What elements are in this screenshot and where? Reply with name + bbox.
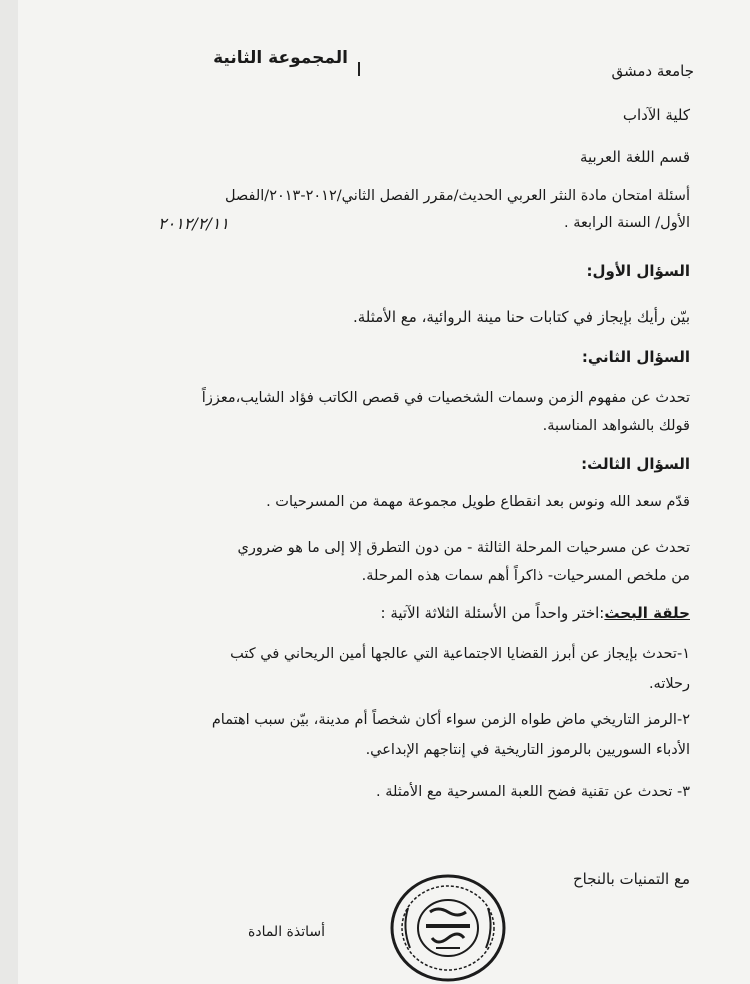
university-name: جامعة دمشق bbox=[611, 62, 694, 80]
research-instruction: :اختر واحداً من الأسئلة الثلاثة الآتية : bbox=[380, 604, 605, 622]
question-3-text-line-2: تحدث عن مسرحيات المرحلة الثالثة - من دون التطرق إلا إلى ما هو ضروري bbox=[237, 540, 690, 556]
closing-wishes: مع التمنيات بالنجاح bbox=[572, 870, 690, 888]
research-heading bbox=[381, 604, 691, 622]
exam-title-line-1: أسئلة امتحان مادة النثر العربي الحديث/مقرر الفصل الثاني/٢٠١٢-٢٠١٣/الفصل bbox=[224, 188, 690, 204]
exam-title-line-2: الأول/ السنة الرابعة . bbox=[564, 215, 690, 231]
group-title: المجموعة الثانية bbox=[213, 48, 348, 68]
question-3-heading: السؤال الثالث: bbox=[581, 455, 690, 473]
scan-edge bbox=[0, 0, 18, 984]
question-3-text-line-3: من ملخص المسرحيات- ذاكراً أهم سمات هذه المرحلة. bbox=[361, 568, 690, 584]
pen-mark bbox=[358, 62, 360, 76]
question-1-heading: السؤال الأول: bbox=[586, 262, 690, 280]
teachers-signature: أساتذة المادة bbox=[248, 924, 325, 940]
question-1-text: بيّن رأيك بإيجاز في كتابات حنا مينة الروائية، مع الأمثلة. bbox=[352, 308, 690, 326]
question-2-text-line-2: قولك بالشواهد المناسبة. bbox=[542, 418, 690, 434]
question-3-text-line-1: قدّم سعد الله ونوس بعد انقطاع طويل مجموعة مهمة من المسرحيات . bbox=[266, 494, 690, 510]
research-item-2-line-1: ٢-الرمز التاريخي ماض طواه الزمن سواء أكان شخصاً أم مدينة، بيّن سبب اهتمام bbox=[211, 712, 690, 728]
handwritten-date: ٢٠١٢/٢/١١ bbox=[158, 214, 229, 233]
question-2-text-line-1: تحدث عن مفهوم الزمن وسمات الشخصيات في قصص الكاتب فؤاد الشايب،معززاً bbox=[201, 390, 690, 406]
official-stamp bbox=[386, 868, 510, 984]
department-name: قسم اللغة العربية bbox=[579, 148, 690, 166]
research-item-2-line-2: الأدباء السوريين بالرموز التاريخية في إنتاجهم الإبداعي. bbox=[365, 742, 690, 758]
research-item-1-line-2: رحلاته. bbox=[648, 676, 690, 692]
research-item-3: ٣- تحدث عن تقنية فضح اللعبة المسرحية مع الأمثلة . bbox=[376, 784, 690, 800]
exam-sheet bbox=[18, 0, 750, 984]
research-label: حلقة البحث bbox=[604, 604, 690, 622]
question-2-heading: السؤال الثاني: bbox=[581, 348, 690, 366]
research-item-1-line-1: ١-تحدث بإيجاز عن أبرز القضايا الاجتماعية التي عالجها أمين الريحاني في كتب bbox=[230, 646, 690, 662]
faculty-name: كلية الآداب bbox=[622, 106, 690, 124]
